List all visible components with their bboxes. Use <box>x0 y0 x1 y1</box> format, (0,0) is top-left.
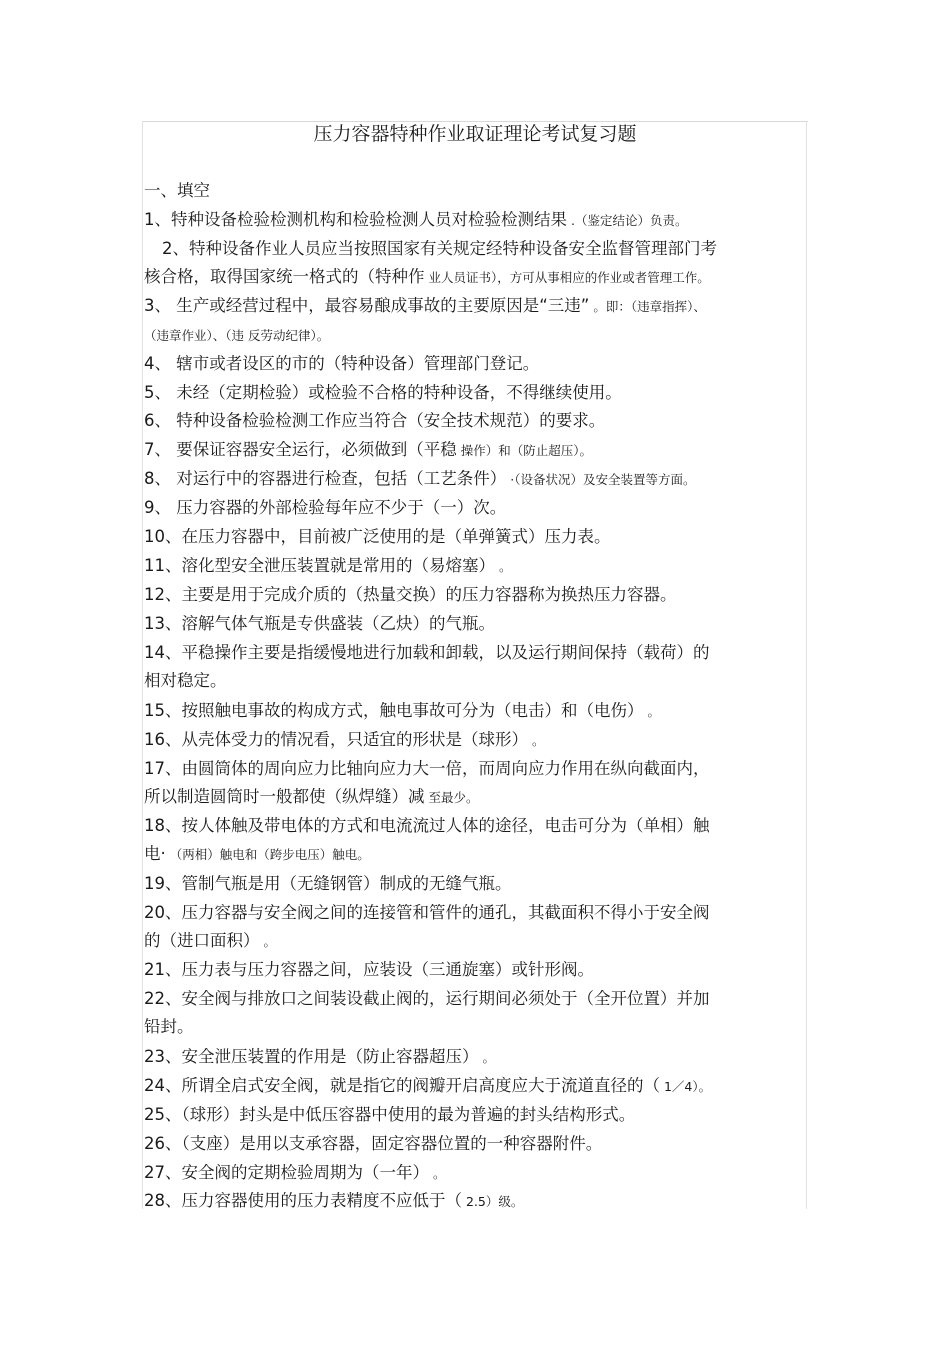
text-line <box>144 902 710 924</box>
text-segment: 。即：（违章指挥）、 <box>589 299 706 314</box>
text-line <box>144 324 329 347</box>
text-segment: 2、特种设备作业人员应当按照国家有关规定经特种设备安全监督管理部门考 <box>162 239 717 258</box>
text-segment: （两相）触电和（跨步电压）触电。 <box>165 847 370 862</box>
section-heading: 一、填空 <box>144 181 210 200</box>
text-segment: 1／4）。 <box>660 1079 712 1094</box>
text-segment: 业人员证书），方可从事相应的作业或者管理工作。 <box>424 270 710 285</box>
text-line <box>144 729 544 752</box>
text-line <box>144 584 677 606</box>
text-line <box>144 382 622 404</box>
text-line <box>144 555 511 578</box>
text-segment: 23、安全泄压装置的作用是（防止容器超压） <box>144 1047 479 1066</box>
page-frame-left <box>142 121 143 1209</box>
text-segment: （违章作业）、（违 反劳动纪律）。 <box>144 328 330 343</box>
text-line <box>144 1046 495 1069</box>
text-segment: 的（进口面积） <box>144 931 260 950</box>
text-segment: 电· <box>144 844 166 863</box>
text-segment: 10、在压力容器中，目前被广泛使用的是（单弹簧式）压力表。 <box>144 527 611 546</box>
text-segment: 24、所谓全启式安全阀，就是指它的阀瓣开启高度应大于流道直径的（ <box>144 1076 660 1095</box>
text-segment: 22、安全阀与排放口之间装设截止阀的，运行期间必须处于（全开位置）并加 <box>144 989 710 1008</box>
text-line <box>144 266 710 289</box>
text-segment: 所以制造圆筒时一般都使（纵焊缝）减 <box>144 787 425 806</box>
document-title: 压力容器特种作业取证理论考试复习题 <box>313 123 637 145</box>
text-segment: 19、管制气瓶是用（无缝钢管）制成的无缝气瓶。 <box>144 874 512 893</box>
text-line <box>144 1075 711 1098</box>
text-line <box>144 642 710 664</box>
text-segment: 11、溶化型安全泄压装置就是常用的（易熔塞） <box>144 556 495 575</box>
text-line <box>144 526 611 548</box>
text-segment: 1、特种设备检验检测机构和检验检测人员对检验检测结果 <box>144 210 567 229</box>
text-segment: 25、（球形）封头是中低压容器中使用的最为普遍的封头结构形式。 <box>144 1105 636 1124</box>
text-line <box>144 930 276 953</box>
text-line <box>144 670 227 692</box>
text-segment: 26、（支座）是用以支承容器，固定容器位置的一种容器附件。 <box>144 1134 603 1153</box>
text-line <box>144 1016 194 1038</box>
text-segment: 28、压力容器使用的压力表精度不应低于（ <box>144 1191 462 1210</box>
text-segment: 5、 未经（定期检验）或检验不合格的特种设备，不得继续使用。 <box>144 383 622 402</box>
text-segment: 27、安全阀的定期检验周期为（一年） <box>144 1163 429 1182</box>
text-segment: 铅封。 <box>144 1017 194 1036</box>
text-segment: 4、 辖市或者设区的市的（特种设备）管理部门登记。 <box>144 354 540 373</box>
text-segment: 16、从壳体受力的情况看，只适宜的形状是（球形） <box>144 730 528 749</box>
text-segment: 6、 特种设备检验检测工作应当符合（安全技术规范）的要求。 <box>144 411 606 430</box>
text-line <box>144 758 710 780</box>
text-segment: 核合格，取得国家统一格式的（特种作 <box>144 267 425 286</box>
text-segment: 2.5）级。 <box>462 1194 524 1209</box>
text-segment: 3、 生产或经营过程中，最容易酿成事故的主要原因是“三违” <box>144 296 590 315</box>
text-line <box>144 1190 523 1213</box>
text-line <box>144 786 478 809</box>
text-segment: 。 <box>259 934 276 949</box>
text-line <box>144 959 594 981</box>
text-line <box>144 353 539 375</box>
text-line <box>144 1133 602 1155</box>
text-segment: 。 <box>528 733 545 748</box>
text-segment: 9、 压力容器的外部检验每年应不少于（一）次。 <box>144 498 507 517</box>
text-line <box>144 815 710 837</box>
text-line <box>144 468 695 491</box>
text-line <box>144 1104 635 1126</box>
text-line <box>144 410 605 432</box>
text-segment: 14、平稳操作主要是指缓慢地进行加载和卸载，以及运行期间保持（载荷）的 <box>144 643 710 662</box>
text-segment: 20、压力容器与安全阀之间的连接管和管件的通孔，其截面积不得小于安全阀 <box>144 903 710 922</box>
text-line <box>162 238 717 260</box>
text-segment: 操作）和（防止超压）。 <box>456 443 592 458</box>
text-segment: 15、按照触电事故的构成方式，触电事故可分为（电击）和（电伤） <box>144 701 644 720</box>
text-line <box>144 295 706 318</box>
text-line <box>144 209 687 232</box>
text-line <box>144 700 660 723</box>
text-line <box>144 988 710 1010</box>
text-line <box>144 1162 445 1185</box>
text-segment: 17、由圆筒体的周向应力比轴向应力大一倍，而周向应力作用在纵向截面内， <box>144 759 710 778</box>
text-line <box>144 873 512 895</box>
text-segment: 。 <box>643 704 660 719</box>
text-line <box>144 613 495 635</box>
text-segment: 8、 对运行中的容器进行检查，包括（工艺条件） <box>144 469 507 488</box>
text-segment: 12、主要是用于完成介质的（热量交换）的压力容器称为换热压力容器。 <box>144 585 677 604</box>
text-line <box>144 497 506 519</box>
text-segment: 21、压力表与压力容器之间，应装设（三通旋塞）或针形阀。 <box>144 960 594 979</box>
text-segment: 。 <box>478 1050 495 1065</box>
text-segment: 相对稳定。 <box>144 671 227 690</box>
text-segment: 18、按人体触及带电体的方式和电流流过人体的途径，电击可分为（单相）触 <box>144 816 710 835</box>
text-segment: 。 <box>429 1166 446 1181</box>
text-segment: 至最少。 <box>424 790 479 805</box>
page-frame-right <box>806 121 807 1209</box>
text-segment: 13、溶解气体气瓶是专供盛装（乙炔）的气瓶。 <box>144 614 495 633</box>
text-line <box>144 843 370 866</box>
text-line <box>144 439 592 462</box>
text-segment: ·（设备状况）及安全装置等方面。 <box>506 472 696 487</box>
text-segment: 。 <box>495 559 512 574</box>
text-segment: .（鉴定结论）负责。 <box>567 213 688 228</box>
text-segment: 7、 要保证容器安全运行，必须做到（平稳 <box>144 440 457 459</box>
